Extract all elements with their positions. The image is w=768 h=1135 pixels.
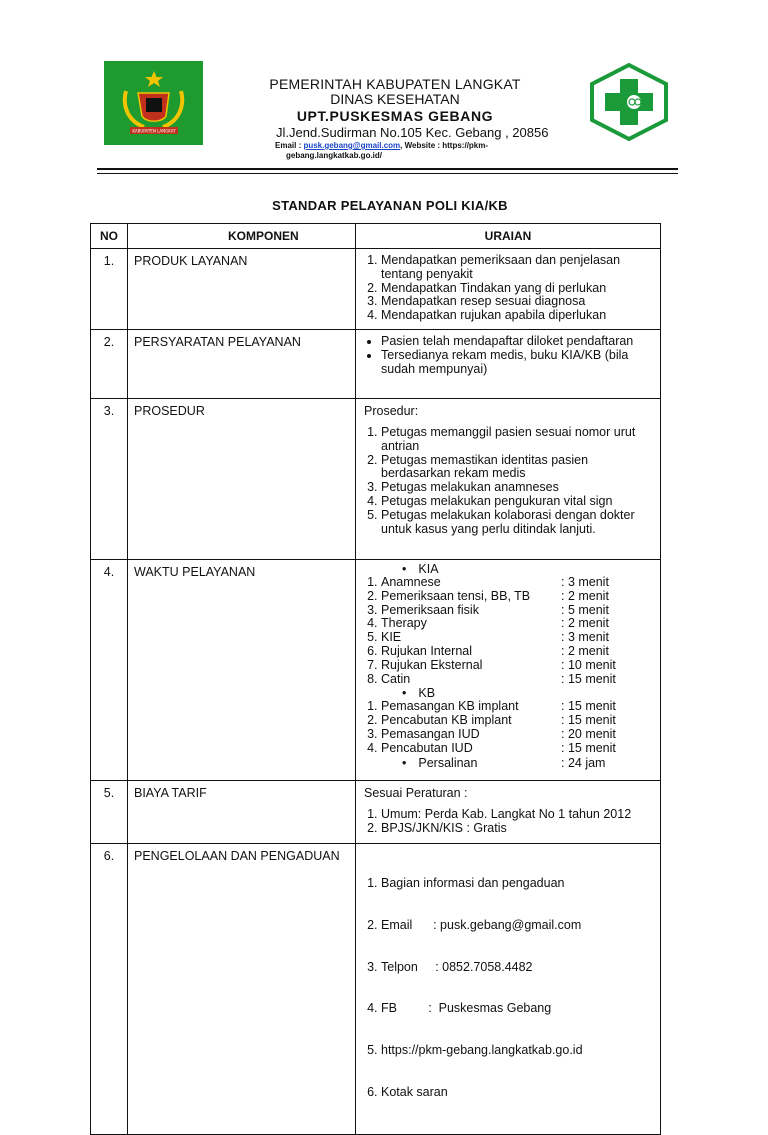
row-no: 6. bbox=[91, 844, 128, 1135]
item-label: 4. Therapy bbox=[381, 616, 427, 631]
header-rule-thick bbox=[97, 168, 678, 170]
list-item: 4. FB : Puskesmas Gebang bbox=[381, 1002, 656, 1016]
email-label: Email : bbox=[275, 141, 304, 150]
list-item: 3. Mendapatkan resep sesuai diagnosa bbox=[381, 295, 656, 309]
list-item[interactable]: 5. https://pkm-gebang.langkatkab.go.id bbox=[381, 1044, 656, 1058]
service-standard-table bbox=[90, 223, 661, 1135]
table-header-row bbox=[91, 224, 661, 249]
item-label: 5. KIE bbox=[381, 630, 402, 645]
list-item: 6. Kotak saran bbox=[381, 1086, 656, 1100]
item-value: : 2 menit bbox=[561, 588, 609, 603]
persalinan-label: • Persalinan bbox=[402, 755, 478, 770]
header-line-1: PEMERINTAH KABUPATEN LANGKAT bbox=[269, 76, 521, 92]
row-komponen: PRODUK LAYANAN bbox=[128, 249, 356, 330]
table-row bbox=[91, 249, 661, 330]
table-row bbox=[91, 330, 661, 399]
list-item bbox=[381, 631, 656, 645]
header-address: Jl.Jend.Sudirman No.105 Kec. Gebang , 20856 bbox=[276, 125, 549, 140]
procedure-intro: Prosedur: bbox=[364, 404, 419, 418]
list-item: 1. Petugas memanggil pasien sesuai nomor urut antrian bbox=[381, 426, 656, 454]
list-item: 2. Mendapatkan Tindakan yang di perlukan bbox=[381, 282, 656, 296]
list-item bbox=[381, 742, 656, 756]
col-header-komponen: KOMPONEN bbox=[128, 224, 356, 249]
kia-heading: • KIA bbox=[364, 562, 656, 576]
item-value: : 15 menit bbox=[561, 699, 616, 714]
list-item bbox=[381, 728, 656, 742]
item-label: 2. Pencabutan KB implant bbox=[381, 713, 512, 728]
item-value: : 20 menit bbox=[561, 726, 616, 741]
row-no: 2. bbox=[91, 330, 128, 399]
list-item bbox=[381, 659, 656, 673]
item-label: 4. Pencabutan IUD bbox=[381, 740, 473, 755]
row-komponen: WAKTU PELAYANAN bbox=[128, 560, 356, 781]
list-item bbox=[381, 576, 656, 590]
row-no: 1. bbox=[91, 249, 128, 330]
header-rule-thin bbox=[97, 173, 678, 174]
row-uraian bbox=[356, 399, 661, 560]
item-label: 3. Pemasangan IUD bbox=[381, 726, 480, 741]
row-uraian bbox=[356, 844, 661, 1135]
list-item: 1. Mendapatkan pemeriksaan dan penjelasan tentang penyakit bbox=[381, 254, 656, 282]
row-uraian bbox=[356, 560, 661, 781]
col-header-uraian: URAIAN bbox=[356, 224, 661, 249]
row-uraian bbox=[356, 781, 661, 844]
list-item bbox=[381, 645, 656, 659]
row-komponen: PERSYARATAN PELAYANAN bbox=[128, 330, 356, 399]
item-label: 3. Pemeriksaan fisik bbox=[381, 602, 479, 617]
row-uraian bbox=[356, 249, 661, 330]
item-value: : 15 menit bbox=[561, 713, 616, 728]
list-item: 2. BPJS/JKN/KIS : Gratis bbox=[381, 822, 656, 836]
row-no: 4. bbox=[91, 560, 128, 781]
list-item: • Tersedianya rekam medis, buku KIA/KB (bila sudah mempunyai) bbox=[381, 349, 656, 377]
table-row bbox=[91, 781, 661, 844]
item-label: 8. Catin bbox=[381, 671, 411, 686]
list-item bbox=[381, 617, 656, 631]
item-value: : 3 menit bbox=[561, 630, 609, 645]
item-value: : 5 menit bbox=[561, 602, 609, 617]
item-value: : 10 menit bbox=[561, 657, 616, 672]
tariff-intro: Sesuai Peraturan : bbox=[364, 786, 468, 800]
list-item: 1. Bagian informasi dan pengaduan bbox=[381, 877, 656, 891]
row-no: 5. bbox=[91, 781, 128, 844]
item-label: 1. Anamnese bbox=[381, 575, 441, 589]
table-row bbox=[91, 399, 661, 560]
item-value: : 2 menit bbox=[561, 616, 609, 631]
list-item bbox=[381, 604, 656, 618]
item-label: 1. Pemasangan KB implant bbox=[381, 699, 519, 714]
item-label: 7. Rujukan Eksternal bbox=[381, 657, 483, 672]
item-value: : 15 menit bbox=[561, 740, 616, 755]
list-item bbox=[381, 673, 656, 687]
kabupaten-langkat-logo bbox=[104, 61, 203, 145]
list-item bbox=[381, 714, 656, 728]
list-item: 4. Mendapatkan rujukan apabila diperlukan bbox=[381, 309, 656, 323]
website-label: , Website : https://pkm- bbox=[400, 141, 489, 150]
table-row bbox=[91, 560, 661, 781]
col-header-no: NO bbox=[91, 224, 128, 249]
item-value: : 2 menit bbox=[561, 643, 609, 658]
list-item: 2. Petugas memastikan identitas pasien berdasarkan rekam medis bbox=[381, 454, 656, 482]
row-komponen: BIAYA TARIF bbox=[128, 781, 356, 844]
row-no: 3. bbox=[91, 399, 128, 560]
list-item: 3. Petugas melakukan anamneses bbox=[381, 481, 656, 495]
logo-text: KABUPATEN LANGKAT bbox=[132, 128, 176, 134]
kb-heading: • KB bbox=[364, 686, 656, 700]
item-label: 2. Pemeriksaan tensi, BB, TB bbox=[381, 588, 531, 603]
header-line-3: UPT.PUSKESMAS GEBANG bbox=[296, 108, 494, 124]
list-item: • Pasien telah mendapaftar diloket pendaftaran bbox=[381, 335, 656, 349]
row-komponen: PROSEDUR bbox=[128, 399, 356, 560]
website-continuation: gebang.langkatkab.go.id/ bbox=[286, 151, 383, 160]
item-value: : 15 menit bbox=[561, 671, 616, 686]
header-line-2: DINAS KESEHATAN bbox=[330, 91, 460, 107]
puskesmas-logo bbox=[587, 62, 671, 142]
document-title: STANDAR PELAYANAN POLI KIA/KB bbox=[272, 198, 508, 213]
item-value: : 3 menit bbox=[561, 575, 609, 589]
persalinan-value: : 24 jam bbox=[561, 755, 606, 770]
list-item: 5. Petugas melakukan kolaborasi dengan dokter untuk kasus yang perlu ditindak lanjuti. bbox=[381, 509, 656, 537]
list-item: 3. Telpon : 0852.7058.4482 bbox=[381, 961, 656, 975]
list-item: 1. Umum: Perda Kab. Langkat No 1 tahun 2012 bbox=[381, 808, 656, 822]
list-item: 2. Email : pusk.gebang@gmail.com bbox=[381, 919, 656, 933]
table-row bbox=[91, 844, 661, 1135]
list-item: 4. Petugas melakukan pengukuran vital sign bbox=[381, 495, 656, 509]
row-uraian bbox=[356, 330, 661, 399]
email-link[interactable]: pusk.gebang@gmail.com bbox=[303, 141, 401, 150]
header-contact bbox=[275, 141, 488, 150]
row-komponen: PENGELOLAAN DAN PENGADUAN bbox=[128, 844, 356, 1135]
list-item bbox=[381, 700, 656, 714]
list-item bbox=[381, 590, 656, 604]
item-label: 6. Rujukan Internal bbox=[381, 643, 473, 658]
